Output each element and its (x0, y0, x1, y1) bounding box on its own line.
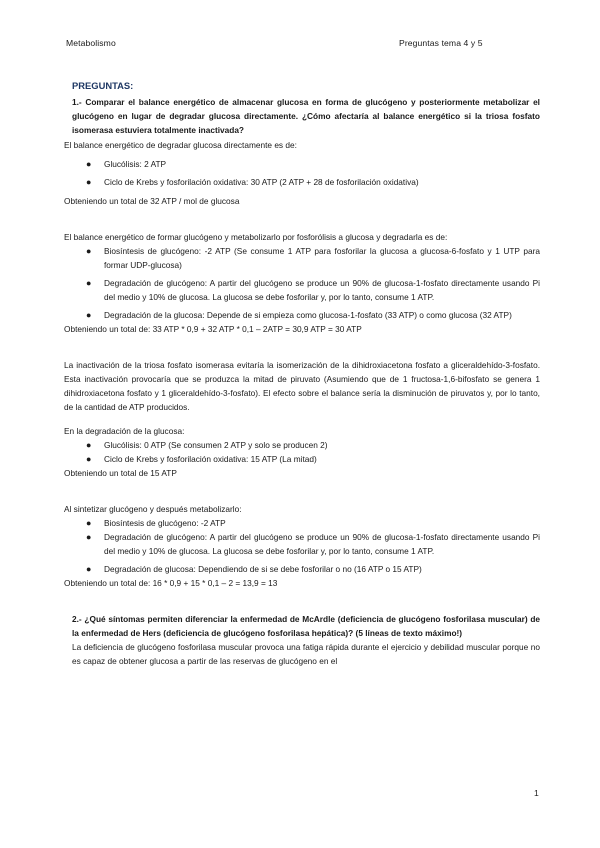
list-item: ● Degradación de glucosa: Dependiendo de si se debe fosforilar o no (16 ATP o 15 ATP) (86, 563, 422, 574)
bullet-icon: ● (86, 158, 92, 169)
page-number: 1 (534, 788, 539, 798)
paragraph: Al sintetizar glucógeno y después metabolizarlo: (64, 503, 242, 514)
question-1: 1.- Comparar el balance energético de almacenar glucosa en forma de glucógeno y posteriormente metabolizar el glucógeno en lugar de degradar glucosa directamente. ¿Cómo afectaría al balance energético si la triosa fosfato isomerasa estuviera totalmente inactivada? (72, 97, 540, 136)
paragraph: El balance energético de formar glucógeno y metabolizarlo por fosforólisis a glucosa y degradarla es de: (64, 231, 448, 242)
question-2: 2.- ¿Qué síntomas permiten diferenciar la enfermedad de McArdle (deficiencia de glucógeno fosforilasa muscular) de la enfermedad de Hers (deficiencia de glucógeno fosforilasa hepática)? (5 líneas de texto máximo!) (72, 613, 540, 638)
total-line: Obteniendo un total de 15 ATP (64, 467, 177, 478)
list-item: ● Biosíntesis de glucógeno: -2 ATP (86, 517, 226, 528)
header-left: Metabolismo (66, 38, 116, 48)
list-item: ● Degradación de la glucosa: Depende de si empieza como glucosa-1-fosfato (33 ATP) o como glucosa (32 ATP) (86, 309, 512, 320)
bullet-icon: ● (86, 309, 92, 320)
section-title: PREGUNTAS: (72, 80, 134, 91)
bullet-list (64, 516, 540, 576)
list-item: ● Ciclo de Krebs y fosforilación oxidativa: 30 ATP (2 ATP + 28 de fosforilación oxidativa) (86, 176, 419, 187)
list-item: ● Biosíntesis de glucógeno: -2 ATP (Se consume 1 ATP para fosforilar la glucosa a glucosa-6-fosfato y 1 UTP para formar UDP-glucosa) (86, 245, 540, 270)
bullet-list (64, 438, 540, 466)
total-line: Obteniendo un total de: 16 * 0,9 + 15 * 0,1 – 2 = 13,9 = 13 (64, 577, 278, 588)
bullet-icon: ● (86, 245, 92, 256)
paragraph: En la degradación de la glucosa: (64, 425, 185, 436)
bullet-icon: ● (86, 176, 92, 187)
list-item: ● Degradación de glucógeno: A partir del glucógeno se produce un 90% de glucosa-1-fosfato directamente usando Pi del medio y 10% de glucosa. La glucosa se debe fosforilar y, por lo tanto, consume 1 ATP. (86, 531, 540, 556)
bullet-icon: ● (86, 517, 92, 528)
paragraph: El balance energético de degradar glucosa directamente es de: (64, 139, 297, 150)
bullet-icon: ● (86, 531, 92, 542)
bullet-icon: ● (86, 453, 92, 464)
total-line: Obteniendo un total de: 33 ATP * 0,9 + 32 ATP * 0,1 – 2ATP = 30,9 ATP = 30 ATP (64, 323, 362, 334)
list-item: ● Degradación de glucógeno: A partir del glucógeno se produce un 90% de glucosa-1-fosfato directamente usando Pi del medio y 10% de glucosa. La glucosa se debe fosforilar y, por lo tanto, consume 1 ATP. (86, 277, 540, 302)
paragraph: La inactivación de la triosa fosfato isomerasa evitaría la isomerización de la dihidroxiacetona fosfato a gliceraldehído-3-fosfato. Esta inactivación provocaría que se produzca la mitad de piruvato (Asumiendo que de 1 fructosa-1,6-bifosfato se genera 1 dihidroxiacetona fosfato y 1 gliceraldehído-3-fosfato). El efecto sobre el balance sería la disminución de piruvatos y, por lo tanto, de la cantidad de ATP producidos. (64, 359, 540, 412)
bullet-icon: ● (86, 277, 92, 288)
list-item: ● Glucólisis: 0 ATP (Se consumen 2 ATP y solo se producen 2) (86, 439, 328, 450)
bullet-icon: ● (86, 439, 92, 450)
list-item: ● Ciclo de Krebs y fosforilación oxidativa: 15 ATP (La mitad) (86, 453, 317, 464)
bullet-list (64, 157, 540, 189)
bullet-icon: ● (86, 563, 92, 574)
list-item: ● Glucólisis: 2 ATP (86, 158, 167, 169)
paragraph: La deficiencia de glucógeno fosforilasa muscular provoca una fatiga rápida durante el ejercicio y debilidad muscular porque no es capaz de obtener glucosa a partir de las reservas de glucógeno en el (72, 642, 540, 667)
bullet-list (64, 244, 540, 322)
total-line: Obteniendo un total de 32 ATP / mol de glucosa (64, 195, 240, 206)
document-body (64, 80, 540, 668)
header-right: Preguntas tema 4 y 5 (399, 38, 483, 48)
